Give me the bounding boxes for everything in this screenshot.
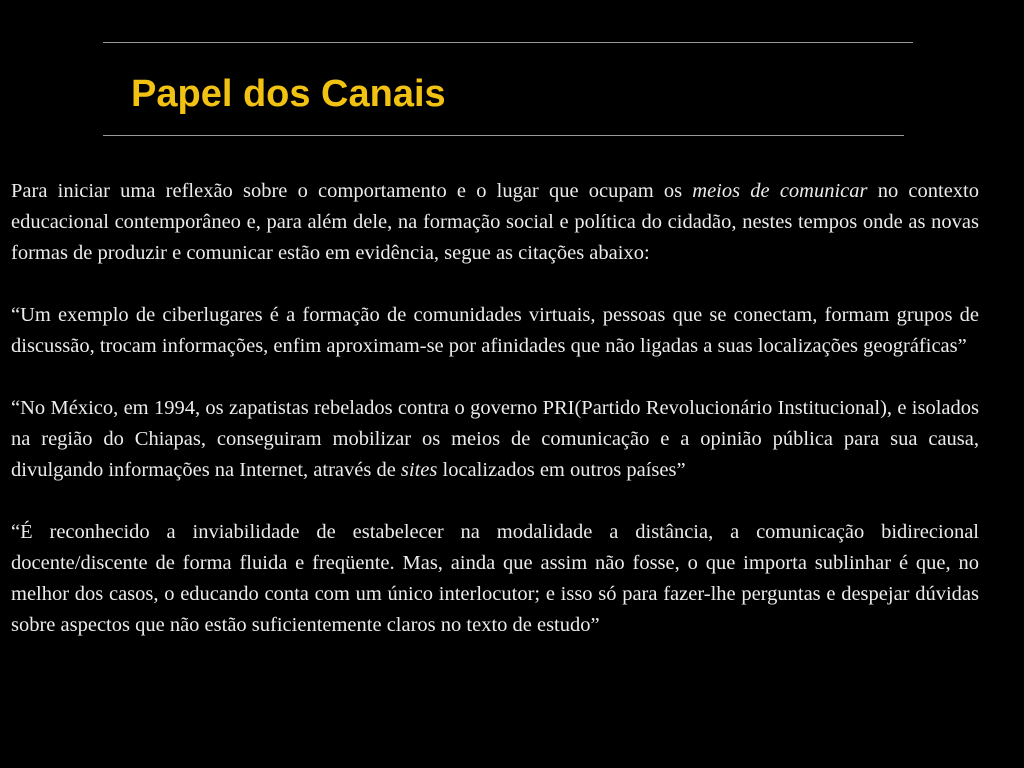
quote-ciberlugares (11, 300, 979, 362)
quote-distancia (11, 517, 979, 641)
quote-mexico-emphasis: sites (400, 459, 438, 481)
quote-mexico-text-end: localizados em outros países” (437, 459, 686, 481)
top-divider (103, 42, 913, 43)
quote-mexico (11, 393, 979, 486)
intro-text-end: no contexto educacional contemporâneo e, para além dele, na formação social e política do cidadão, nestes tempos onde as novas formas de produzir e comunicar estão em evidência, segue as citações abaixo: (11, 180, 979, 264)
intro-paragraph (11, 176, 979, 269)
quote-ciberlugares-text: “Um exemplo de ciberlugares é a formação de comunidades virtuais, pessoas que se conectam, formam grupos de discussão, trocam informações, enfim aproximam-se por afinidades que não ligadas a suas localizações geográficas” (11, 304, 979, 357)
quote-distancia-text: “É reconhecido a inviabilidade de estabelecer na modalidade a distância, a comunicação bidirecional docente/discente de forma fluida e freqüente. Mas, ainda que assim não fosse, o que importa sublinhar é que, no melhor dos casos, o educando conta com um único interlocutor; e isso só para fazer-lhe perguntas e despejar dúvidas sobre aspectos que não estão suficientemente claros no texto de estudo” (11, 521, 979, 636)
quote-mexico-text-start: “No México, em 1994, os zapatistas rebelados contra o governo PRI(Partido Revolucionário Institucional), e isolados na região do Chiapas, conseguiram mobilizar os meios de comunicação e a opinião pública para sua causa, divulgando informações na Internet, através de (11, 397, 979, 481)
intro-emphasis: meios de comunicar (692, 180, 868, 202)
intro-text-start: Para iniciar uma reflexão sobre o comportamento e o lugar que ocupam os (11, 180, 693, 202)
slide-title: Papel dos Canais (131, 73, 446, 115)
bottom-divider (103, 135, 904, 136)
slide-body (11, 176, 979, 641)
